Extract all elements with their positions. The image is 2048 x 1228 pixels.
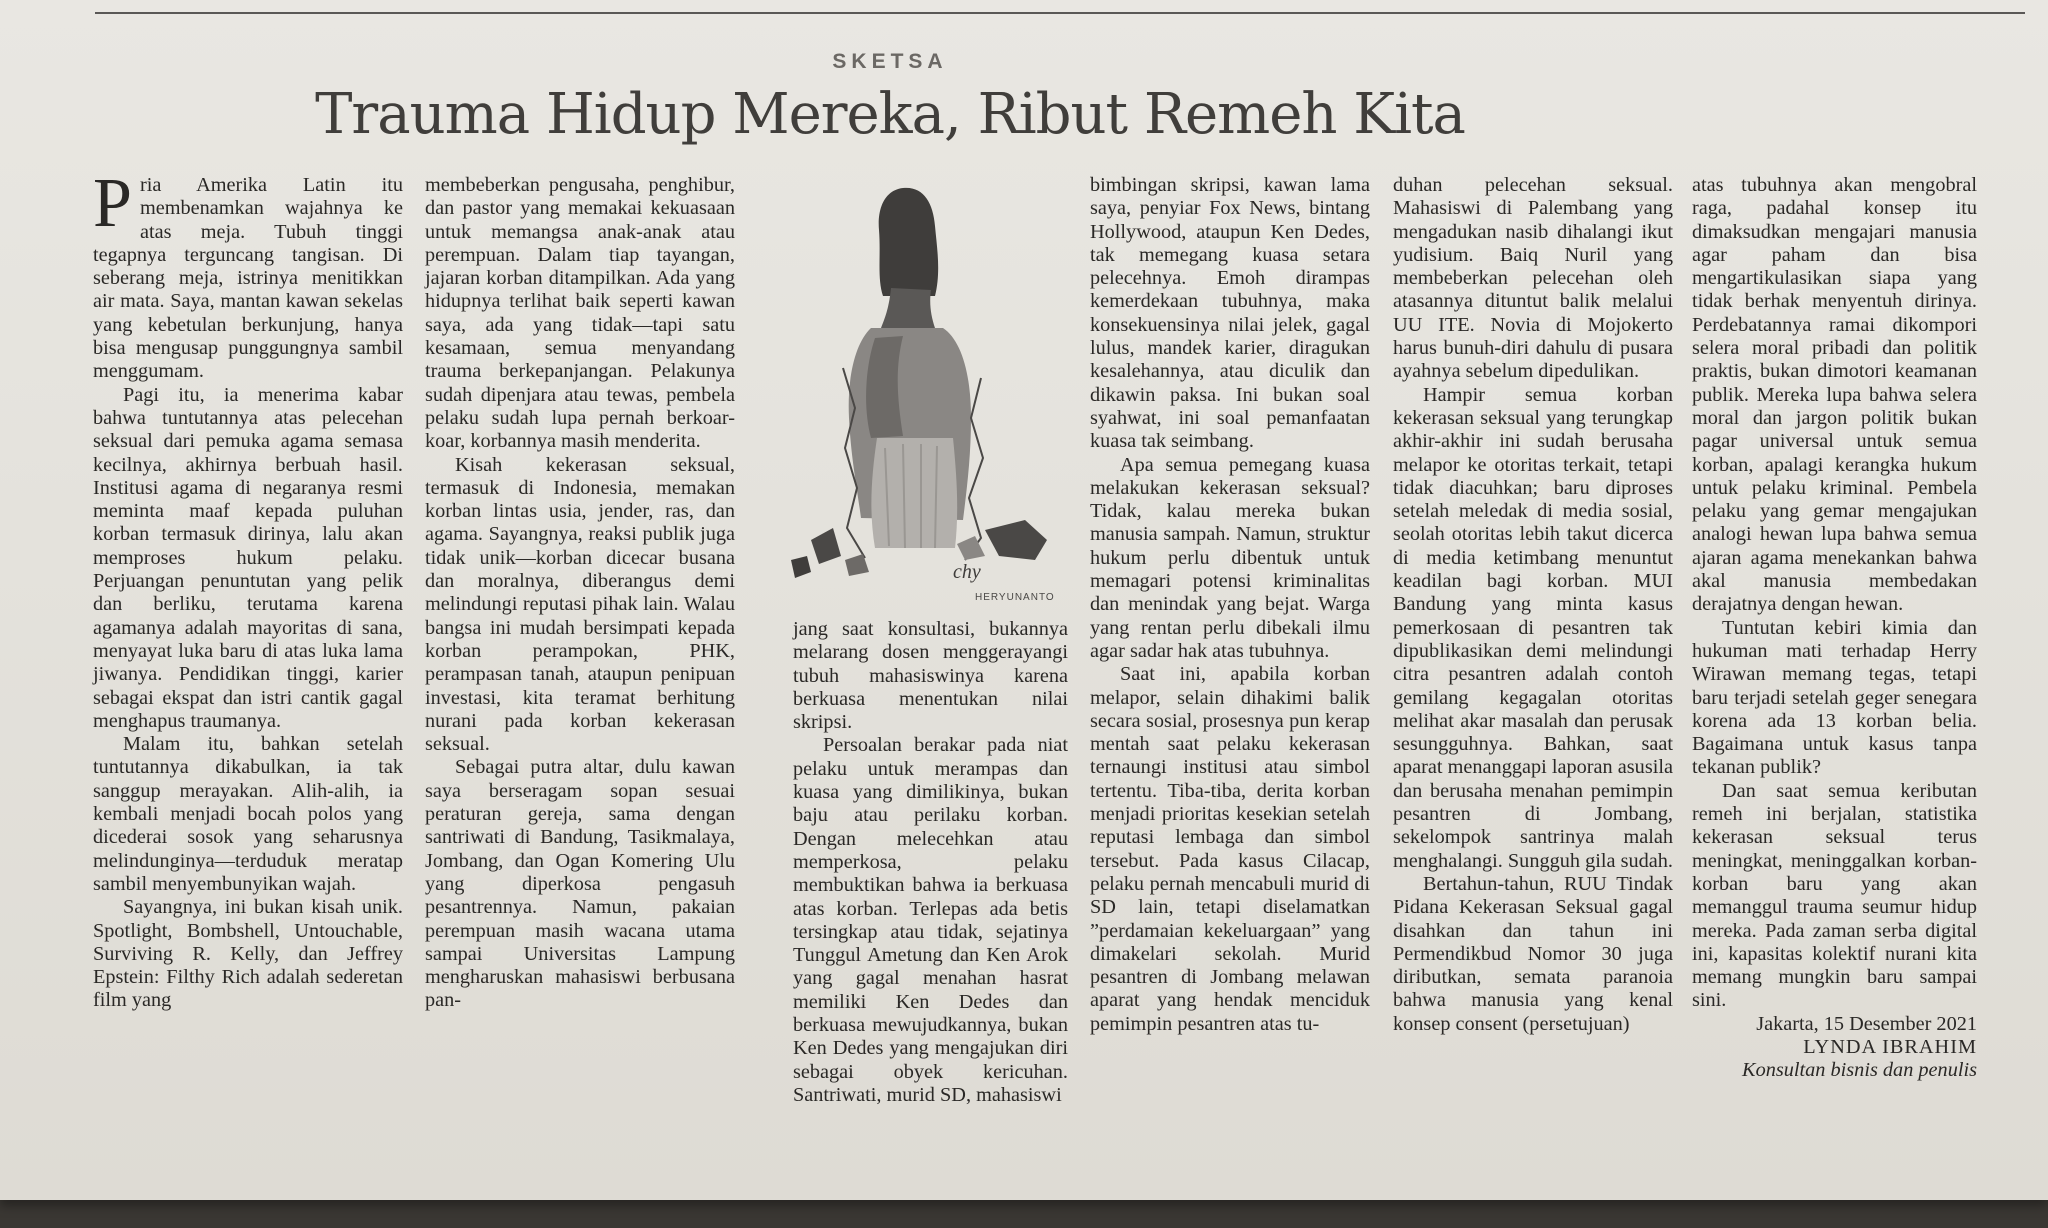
article-headline: Trauma Hidup Mereka, Ribut Remeh Kita: [315, 82, 1465, 147]
article-paragraph: membeberkan pengusaha, penghibur, dan pastor yang memakai kekuasaan untuk memangsa anak-anak atau perempuan. Dalam tiap tayangan, jajaran korban ditampilkan. Ada yang hidupnya terlihat baik seperti kawan saya, ada yang tidak—tapi satu kesamaan, semua menyandang trauma berkepanjangan. Pelakunya sudah dipenjara atau tewas, pembela pelaku sudah lupa pernah berkoar-koar, korbannya masih menderita.: [425, 174, 735, 453]
top-rule: [95, 12, 2025, 14]
article-paragraph: Malam itu, bahkan setelah tuntutannya dikabulkan, ia tak sanggup merayakan. Alih-alih, ia kembali menjadi bocah polos yang dicederai sosok yang seharusnya melindunginya—terduduk meratap sambil menyembunyikan wajah.: [93, 733, 403, 895]
illustration-credit: HERYUNANTO: [975, 592, 1055, 603]
article-column-1: [93, 165, 403, 1013]
article-column-2: [425, 174, 735, 1013]
article-paragraph: Sebagai putra altar, dulu kawan saya berseragam sopan sesuai peraturan gereja, sama dengan santriwati di Bandung, Tasikmalaya, Jombang, dan Ogan Komering Ulu yang diperkosa pengasuh pesantrennya. Namun, pakaian perempuan masih wacana utama sampai Universitas Lampung mengharuskan mahasiswi berbusana pan-: [425, 756, 735, 1012]
article-paragraph: jang saat konsultasi, bukannya melarang dosen menggerayangi tubuh mahasiswinya karena berkuasa menentukan nilai skripsi.: [793, 618, 1068, 734]
article-paragraph: Bertahun-tahun, RUU Tindak Pidana Kekerasan Seksual gagal disahkan dan tahun ini Permendikbud Nomor 30 juga diributkan, semata paranoia bahwa manusia yang kenal konsep consent (persetujuan): [1393, 872, 1673, 1035]
article-paragraph: Pagi itu, ia menerima kabar bahwa tuntutannya atas pelecehan seksual dari pemuka agama semasa kecilnya, akhirnya berbuah hasil. Institusi agama di negaranya resmi meminta maaf kepada puluhan korban termasuk dirinya, lalu akan memproses hukum pelaku. Perjuangan penuntutan yang pelik dan berliku, terutama karena agamanya adalah mayoritas di sana, menyayat luka baru di atas luka lama jiwanya. Pendidikan tinggi, karier sebagai ekspat dan istri cantik gagal menghapus traumanya.: [93, 383, 403, 732]
article-paragraph: Tuntutan kebiri kimia dan hukuman mati terhadap Herry Wirawan memang tegas, tetapi baru terjadi setelah geger senegara korena ada 13 korban belia. Bagaimana untuk kasus tanpa tekanan publik?: [1692, 616, 1977, 779]
illustration-woman-sketch: [785, 168, 1075, 600]
illustrator-signature: chy: [953, 561, 981, 583]
article-paragraph: Apa semua pemegang kuasa melakukan kekerasan seksual? Tidak, kalau mereka bukan manusia sampah. Namun, struktur hukum perlu dibentuk untuk memagari potensi kriminalitas dan menindak yang bejat. Warga yang rentan perlu dibekali ilmu agar sadar hak atas tubuhnya.: [1090, 453, 1370, 662]
article-paragraph: Hampir semua korban kekerasan seksual yang terungkap akhir-akhir ini sudah berusaha melapor ke otoritas terkait, tetapi tidak diacuhkan; baru diproses setelah meledak di media sosial, seolah otoritas lebih takut dicerca di media ketimbang menuntut keadilan bagi korban. MUI Bandung yang minta kasus pemerkosaan di pesantren tak dipublikasikan demi melindungi citra pesantren adalah contoh gemilang kegagalan otoritas melihat akar masalah dan perusak sesungguhnya. Bahkan, saat aparat menanggapi laporan asusila dan berusaha menahan pemimpin pesantren di Jombang, sekelompok santrinya malah menghalangi. Sungguh gila sudah.: [1393, 383, 1673, 872]
drop-cap: P: [93, 165, 132, 242]
article-column-5: [1393, 174, 1673, 1036]
article-paragraph: Kisah kekerasan seksual, termasuk di Indonesia, memakan korban lintas usia, jender, ras, dan agama. Sayangnya, reaksi publik juga tidak unik—korban dicecar busana dan moralnya, diberangus demi melindungi reputasi pihak lain. Walau bangsa ini mudah bersimpati kepada korban perampokan, PHK, perampasan tanah, ataupun penipuan investasi, kita teramat berhitung nurani pada korban kekerasan seksual.: [425, 453, 735, 756]
article-paragraph: Persoalan berakar pada niat pelaku untuk merampas dan kuasa yang dimilikinya, bukan baju atau perilaku korban. Dengan melecehkan atau memperkosa, pelaku membuktikan bahwa ia berkuasa atas korban. Terlepas ada betis tersingkap atau tidak, sejatinya Tunggul Ametung dan Ken Arok yang gagal menahan hasrat memiliki Ken Dedes dan berkuasa mewujudkannya, bukan Ken Dedes yang mengajukan diri sebagai obyek kericuhan. Santriwati, murid SD, mahasiswi: [793, 734, 1068, 1106]
article-paragraph: Pria Amerika Latin itu membenamkan wajahnya ke atas meja. Tubuh tinggi tegapnya terguncang tangisan. Di seberang meja, istrinya menitikkan air mata. Saya, mantan kawan sekelas yang kebetulan berkunjung, hanya bisa mengusap punggungnya sambil menggumam.: [93, 165, 403, 383]
article-column-4: [1090, 174, 1370, 1036]
article-column-3: [793, 618, 1068, 1107]
article-paragraph: duhan pelecehan seksual. Mahasiswi di Palembang yang mengadukan nasib dihalangi ikut yudisium. Baiq Nuril yang membeberkan pelecehan oleh atasannya dituntut balik melalui UU ITE. Novia di Mojokerto harus bunuh-diri dahulu di pusara ayahnya sebelum dipedulikan.: [1393, 174, 1673, 383]
article-paragraph: atas tubuhnya akan mengobral raga, padahal konsep itu dimaksudkan mengajari manusia agar paham dan bisa mengartikulasikan siapa yang tidak berhak menyentuh dirinya. Perdebatannya ramai dikompori selera moral pribadi dan politik praktis, bukan dimotori keamanan publik. Mereka lupa bahwa selera moral dan jargon politik bukan pagar universal untuk semua korban, apalagi kerangka hukum untuk pelaku kriminal. Pembela pelaku yang gemar mengajukan analogi hewan lupa bahwa semua ajaran agama menekankan bahwa akal manusia membedakan derajatnya dengan hewan.: [1692, 174, 1977, 616]
section-rubric: SKETSA: [832, 50, 948, 73]
article-paragraph: Sayangnya, ini bukan kisah unik. Spotlight, Bombshell, Untouchable, Surviving R. Kelly, dan Jeffrey Epstein: Filthy Rich adalah sederetan film yang: [93, 896, 403, 1012]
article-paragraph: Dan saat semua keributan remeh ini berjalan, statistika kekerasan seksual terus meningkat, meninggalkan korban-korban baru yang akan memanggul trauma seumur hidup mereka. Pada zaman serba digital ini, kapasitas kolektif nurani kita memang mungkin baru sampai sini.: [1692, 779, 1977, 1012]
article-column-6: [1692, 174, 1977, 1083]
article-paragraph: bimbingan skripsi, kawan lama saya, penyiar Fox News, bintang Hollywood, ataupun Ken Dedes, tak memegang kuasa setara pelecehnya. Emoh dirampas kemerdekaan tubuhnya, maka konsekuensinya nilai jelek, gagal lulus, mandek karier, diragukan kesalehannya, atau diculik dan dikawin paksa. Ini bukan soal syahwat, ini soal pemanfaatan kuasa tak seimbang.: [1090, 174, 1370, 453]
article-paragraph: Saat ini, apabila korban melapor, selain dihakimi balik secara sosial, prosesnya pun kerap mentah saat pelaku kekerasan ternaungi institusi atau simbol tertentu. Tiba-tiba, derita korban menjadi prioritas kesekian setelah reputasi lembaga dan simbol tersebut. Pada kasus Cilacap, pelaku pernah mencabuli murid di SD lain, tetapi diselamatkan ”perdamaian kekeluargaan” yang dimakelari sekolah. Murid pesantren di Jombang melawan aparat yang hendak menciduk pemimpin pesantren atas tu-: [1090, 663, 1370, 1035]
author-role: Konsultan bisnis dan penulis: [1742, 1059, 1977, 1082]
author-name: LYNDA IBRAHIM: [1803, 1035, 1977, 1058]
dateline: Jakarta, 15 Desember 2021: [1756, 1012, 1977, 1035]
